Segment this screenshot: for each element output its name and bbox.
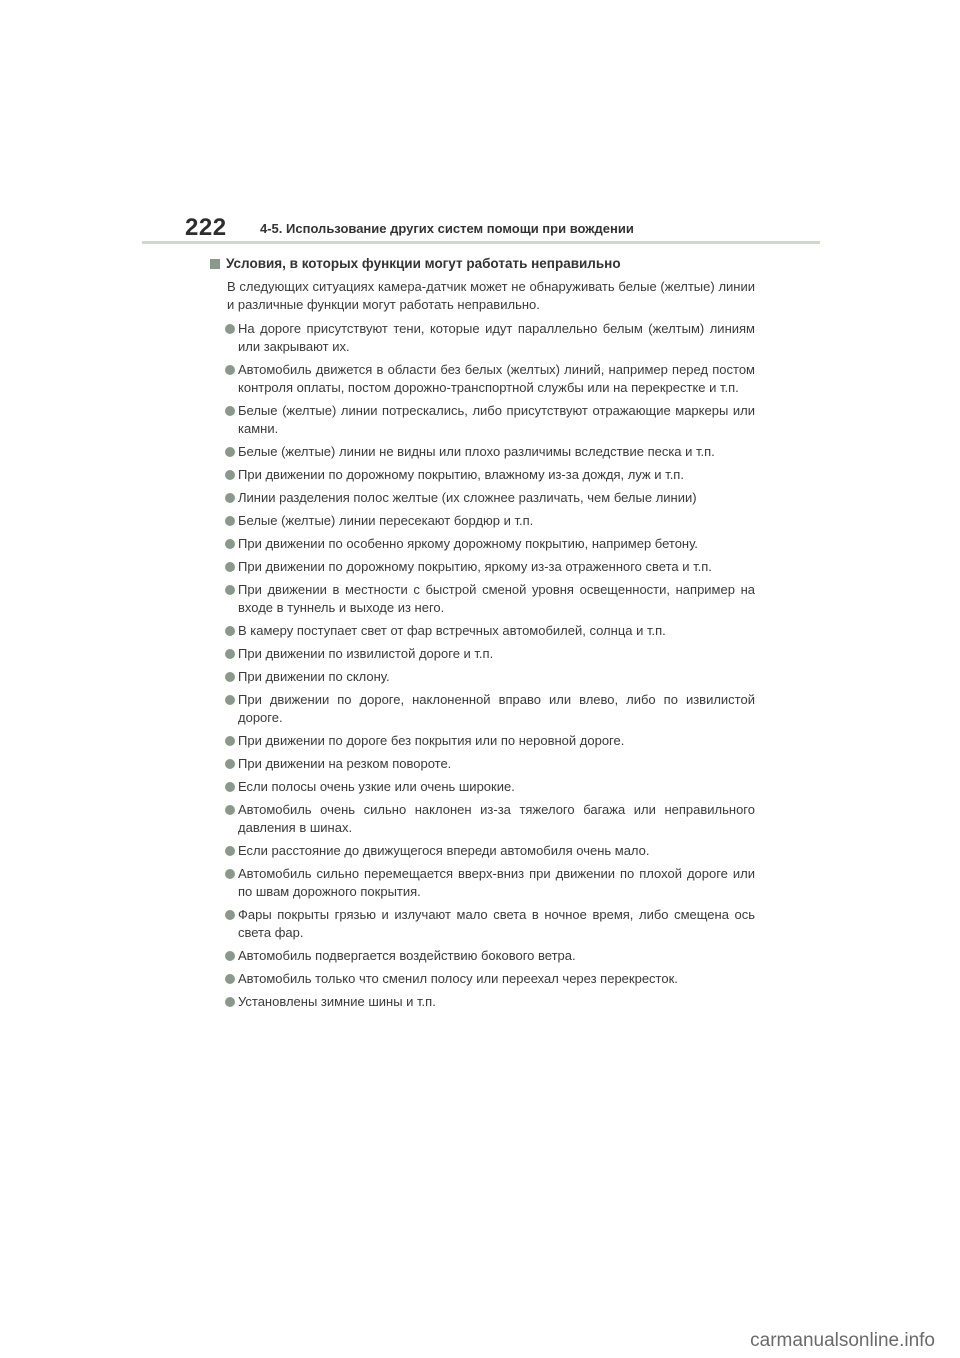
list-item (210, 778, 755, 796)
circle-bullet-icon (225, 493, 235, 503)
circle-bullet-icon (225, 649, 235, 659)
list-item (210, 993, 755, 1011)
circle-bullet-icon (225, 782, 235, 792)
list-item (210, 402, 755, 438)
circle-bullet-icon (225, 539, 235, 549)
list-item-text: Если полосы очень узкие или очень широкие. (238, 779, 515, 794)
circle-bullet-icon (225, 365, 235, 375)
circle-bullet-icon (225, 759, 235, 769)
list-item (210, 668, 755, 686)
list-item-text: При движении по склону. (238, 669, 390, 684)
list-item-text: При движении по дорожному покрытию, влажному из-за дождя, луж и т.п. (238, 467, 684, 482)
circle-bullet-icon (225, 406, 235, 416)
list-item (210, 512, 755, 530)
circle-bullet-icon (225, 695, 235, 705)
circle-bullet-icon (225, 869, 235, 879)
chapter-title: 4-5. Использование других систем помощи при вождении (260, 221, 634, 236)
circle-bullet-icon (225, 974, 235, 984)
list-item (210, 489, 755, 507)
list-item (210, 801, 755, 837)
list-item (210, 865, 755, 901)
list-item-text: Белые (желтые) линии не видны или плохо различимы вследствие песка и т.п. (238, 444, 715, 459)
list-item-text: При движении по извилистой дороге и т.п. (238, 646, 494, 661)
list-item (210, 755, 755, 773)
list-item-text: На дороге присутствуют тени, которые идут параллельно белым (желтым) линиям или закрывают их. (238, 321, 755, 354)
list-item (210, 443, 755, 461)
list-item-text: Линии разделения полос желтые (их сложнее различать, чем белые линии) (238, 490, 697, 505)
circle-bullet-icon (225, 562, 235, 572)
list-item (210, 691, 755, 727)
list-item (210, 947, 755, 965)
list-item (210, 320, 755, 356)
circle-bullet-icon (225, 626, 235, 636)
list-item-text: В камеру поступает свет от фар встречных автомобилей, солнца и т.п. (238, 623, 666, 638)
list-item (210, 906, 755, 942)
section-heading-text: Условия, в которых функции могут работать неправильно (226, 256, 621, 271)
section-content (210, 254, 755, 1016)
list-item-text: При движении по дорожному покрытию, яркому из-за отраженного света и т.п. (238, 559, 712, 574)
circle-bullet-icon (225, 805, 235, 815)
list-item (210, 970, 755, 988)
list-item-text: Фары покрыты грязью и излучают мало света в ночное время, либо смещена ось света фар. (238, 907, 755, 940)
list-item (210, 581, 755, 617)
list-item-text: Белые (желтые) линии пересекают бордюр и т.п. (238, 513, 534, 528)
list-item-text: Автомобиль подвергается воздействию бокового ветра. (238, 948, 576, 963)
square-bullet-icon (210, 259, 220, 269)
list-item-text: При движении по дороге без покрытия или по неровной дороге. (238, 733, 625, 748)
list-item (210, 535, 755, 553)
list-item (210, 558, 755, 576)
list-item (210, 842, 755, 860)
list-item-text: Если расстояние до движущегося впереди автомобиля очень мало. (238, 843, 650, 858)
section-intro: В следующих ситуациях камера-датчик может не обнаруживать белые (желтые) линии и различные функции могут работать неправильно. (227, 279, 755, 312)
circle-bullet-icon (225, 997, 235, 1007)
circle-bullet-icon (225, 736, 235, 746)
circle-bullet-icon (225, 324, 235, 334)
page-header (0, 210, 960, 250)
page-number: 222 (185, 214, 227, 241)
list-item-text: Белые (желтые) линии потрескались, либо присутствуют отражающие маркеры или камни. (238, 403, 755, 436)
circle-bullet-icon (225, 672, 235, 682)
list-item-text: Установлены зимние шины и т.п. (238, 994, 436, 1009)
list-item-text: Автомобиль сильно перемещается вверх-вниз при движении по плохой дороге или по швам дорожного покрытия. (238, 866, 755, 899)
list-item-text: При движении по особенно яркому дорожному покрытию, например бетону. (238, 536, 698, 551)
circle-bullet-icon (225, 585, 235, 595)
circle-bullet-icon (225, 951, 235, 961)
list-item-text: Автомобиль только что сменил полосу или переехал через перекресток. (238, 971, 678, 986)
list-item (210, 732, 755, 750)
list-item-text: Автомобиль движется в области без белых (желтых) линий, например перед постом контроля оплаты, постом дорожно-транспортной службы или на перекрестке и т.п. (238, 362, 755, 395)
list-item-text: При движении в местности с быстрой сменой уровня освещенности, например на входе в туннель и выходе из него. (238, 582, 755, 615)
circle-bullet-icon (225, 470, 235, 480)
conditions-list (210, 320, 755, 1011)
circle-bullet-icon (225, 447, 235, 457)
list-item (210, 361, 755, 397)
circle-bullet-icon (225, 846, 235, 856)
circle-bullet-icon (225, 516, 235, 526)
list-item (210, 622, 755, 640)
list-item-text: Автомобиль очень сильно наклонен из-за тяжелого багажа или неправильного давления в шинах. (238, 802, 755, 835)
circle-bullet-icon (225, 910, 235, 920)
list-item-text: При движении по дороге, наклоненной вправо или влево, либо по извилистой дороге. (238, 692, 755, 725)
list-item (210, 645, 755, 663)
list-item-text: При движении на резком повороте. (238, 756, 452, 771)
list-item (210, 466, 755, 484)
section-heading (210, 254, 755, 274)
footer-watermark: carmanualsonline.info (750, 1330, 935, 1351)
header-divider (142, 241, 820, 244)
